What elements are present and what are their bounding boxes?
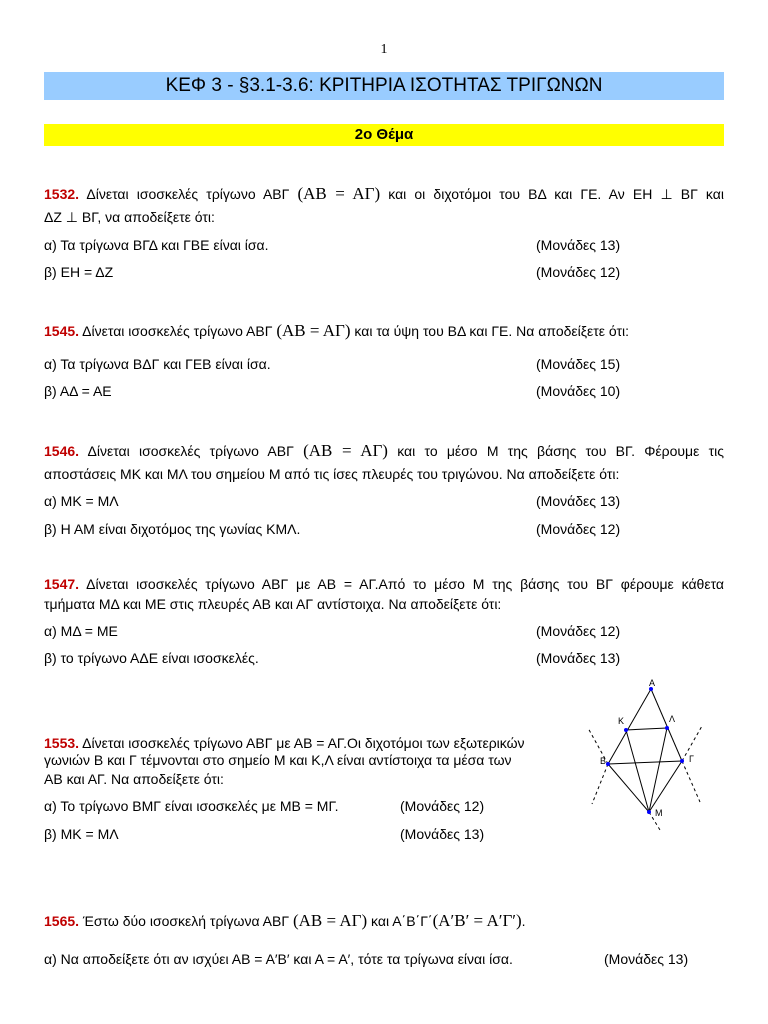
- text: β): [44, 383, 60, 399]
- text: Δίνεται ισοσκελές τρίγωνο ΑΒΓ με: [79, 735, 294, 751]
- triangle-figure: [580, 676, 720, 836]
- problem-1547-b: β) το τρίγωνο ΑΔΕ είναι ισοσκελές.: [44, 650, 259, 666]
- text: .: [521, 913, 526, 929]
- text: β): [44, 826, 61, 842]
- segment-GM: [649, 761, 682, 812]
- text: .Οι διχοτόμοι των εξωτερικών: [343, 735, 525, 751]
- math: Α = Α′: [314, 951, 351, 967]
- bisector-ext-G2: [682, 761, 700, 802]
- text: .Από το μέσο Μ της βάσης του ΒΓ φέρουμε κάθετα: [374, 576, 724, 592]
- problem-1565-a: [44, 951, 513, 967]
- segment-BM: [608, 764, 649, 812]
- label-A: Α: [649, 678, 656, 688]
- text: α) Να αποδείξετε ότι αν ισχύει: [44, 951, 232, 967]
- points: (Μονάδες 13): [536, 650, 621, 666]
- point-L: [665, 726, 669, 730]
- side-AG: [651, 689, 682, 761]
- math: ΑΒ = Α′Β′: [231, 951, 290, 967]
- text: α) Το τρίγωνο ΒΜΓ είναι ισοσκελές με: [44, 798, 280, 814]
- label-G: Γ: [689, 754, 694, 764]
- problem-1532-a: α) Τα τρίγωνα ΒΓΔ και ΓΒΕ είναι ίσα.: [44, 237, 269, 253]
- point-K: [624, 728, 628, 732]
- problem-1565-line1: [44, 911, 526, 931]
- problem-1547-line2: τμήματα ΜΔ και ΜΕ στις πλευρές ΑΒ και ΑΓ αντίστοιχα. Να αποδείξετε ότι:: [44, 596, 502, 612]
- points: (Μονάδες 12): [400, 798, 485, 814]
- text: και το μέσο Μ της βάσης του ΒΓ. Φέρουμε τις: [387, 443, 724, 459]
- problem-1545-b: [44, 383, 112, 399]
- points: (Μονάδες 12): [536, 264, 621, 280]
- text: Δίνεται ισοσκελές τρίγωνο ΑΒΓ: [79, 323, 277, 339]
- problem-1553-line2: γωνιών Β και Γ τέμνονται στο σημείο Μ και Κ,Λ είναι αντίστοιχα τα μέσα των: [44, 752, 512, 768]
- label-M: Μ: [655, 808, 663, 818]
- math: (ΑΒ = ΑΓ): [292, 911, 368, 930]
- segment-KL: [626, 728, 667, 730]
- text: και Α΄Β΄Γ΄: [367, 913, 433, 929]
- chapter-title: ΚΕΦ 3 - §3.1-3.6: ΚΡΙΤΗΡΙΑ ΙΣΟΤΗΤΑΣ ΤΡΙΓΩΝΩΝ: [44, 72, 724, 100]
- problem-number: 1532.: [44, 186, 80, 202]
- problem-1547-a: [44, 623, 118, 639]
- text: β): [44, 264, 61, 280]
- math: ΜΚ = ΜΛ: [60, 826, 119, 842]
- section-heading: 2ο Θέμα: [44, 124, 724, 146]
- label-K: Κ: [618, 716, 625, 726]
- problem-1553-b: [44, 826, 119, 842]
- problem-1546-line1: [44, 441, 724, 461]
- text: α): [44, 623, 61, 639]
- text: και τα ύψη του ΒΔ και ΓΕ. Να αποδείξετε ότι:: [350, 323, 630, 339]
- text: Δίνεται ισοσκελές τρίγωνο ΑΒΓ: [79, 186, 298, 202]
- bisector-ext-B2: [592, 764, 608, 804]
- points: (Μονάδες 13): [400, 826, 485, 842]
- math: ΕΗ ⊥ ΒΓ: [632, 186, 698, 202]
- problem-1532-line1: [44, 184, 724, 204]
- problem-1553-a: [44, 798, 339, 814]
- text: Δίνεται ισοσκελές τρίγωνο ΑΒΓ: [79, 443, 304, 459]
- points: (Μονάδες 13): [536, 237, 621, 253]
- problem-1547-line1: [44, 576, 724, 592]
- problem-number: 1565.: [44, 913, 80, 929]
- text: , να αποδείξετε ότι:: [97, 209, 215, 225]
- text: Δίνεται ισοσκελές τρίγωνο ΑΒΓ με: [79, 576, 318, 592]
- text: και: [697, 186, 724, 202]
- math: ΔΖ ⊥ ΒΓ: [44, 209, 98, 225]
- point-G: [680, 759, 684, 763]
- math: ΕΗ = ΔΖ: [60, 264, 114, 280]
- math: ΜΚ = ΜΛ: [60, 493, 119, 509]
- math: (ΑΒ = ΑΓ): [297, 184, 381, 203]
- problem-number: 1547.: [44, 576, 80, 592]
- math: (ΑΒ = ΑΓ): [303, 441, 388, 460]
- math: ΜΔ = ΜΕ: [60, 623, 118, 639]
- label-B: Β: [600, 756, 607, 766]
- problem-1545-a: α) Τα τρίγωνα ΒΔΓ και ΓΕΒ είναι ίσα.: [44, 356, 271, 372]
- text: α): [44, 493, 61, 509]
- problem-number: 1546.: [44, 443, 80, 459]
- points: (Μονάδες 13): [604, 951, 689, 967]
- math: ΑΒ = ΑΓ: [317, 576, 375, 592]
- math: ΑΔ = ΑΕ: [59, 383, 112, 399]
- problem-1546-line2: αποστάσεις ΜΚ και ΜΛ του σημείου Μ από τις ίσες πλευρές του τριγώνου. Να αποδείξετε ότι:: [44, 466, 620, 482]
- segment-LM: [649, 728, 667, 812]
- text: .: [334, 798, 339, 814]
- math: (ΑΒ = ΑΓ): [276, 321, 351, 340]
- points: (Μονάδες 10): [536, 383, 621, 399]
- text: Έστω δύο ισοσκελή τρίγωνα ΑΒΓ: [79, 913, 293, 929]
- text: και οι διχοτόμοι του ΒΔ και ΓΕ. Αν: [380, 186, 633, 202]
- problem-1553-line3: ΑΒ και ΑΓ. Να αποδείξετε ότι:: [44, 771, 224, 787]
- problem-1546-b: β) Η ΑΜ είναι διχοτόμος της γωνίας ΚΜΛ.: [44, 521, 301, 537]
- problem-1532-b: [44, 264, 113, 280]
- points: (Μονάδες 13): [536, 493, 621, 509]
- problem-number: 1553.: [44, 735, 80, 751]
- page-number: 1: [380, 42, 388, 57]
- problem-1545-line1: [44, 321, 629, 341]
- side-BG: [608, 761, 682, 764]
- segment-KM: [626, 730, 649, 812]
- points: (Μονάδες 15): [536, 356, 621, 372]
- math: (Α′Β′ = Α′Γ′): [432, 911, 522, 930]
- text: , τότε τα τρίγωνα είναι ίσα.: [350, 951, 513, 967]
- problem-1532-line2: [44, 209, 215, 226]
- points: (Μονάδες 12): [536, 623, 621, 639]
- label-L: Λ: [669, 714, 676, 724]
- side-AB: [608, 689, 651, 764]
- problem-number: 1545.: [44, 323, 80, 339]
- point-B: [606, 762, 610, 766]
- points: (Μονάδες 12): [536, 521, 621, 537]
- problem-1553-line1: [44, 735, 525, 751]
- point-M: [647, 810, 651, 814]
- problem-1546-a: [44, 493, 119, 509]
- text: και: [289, 951, 315, 967]
- math: ΜΒ = ΜΓ: [279, 798, 335, 814]
- math: ΑΒ = ΑΓ: [293, 735, 344, 751]
